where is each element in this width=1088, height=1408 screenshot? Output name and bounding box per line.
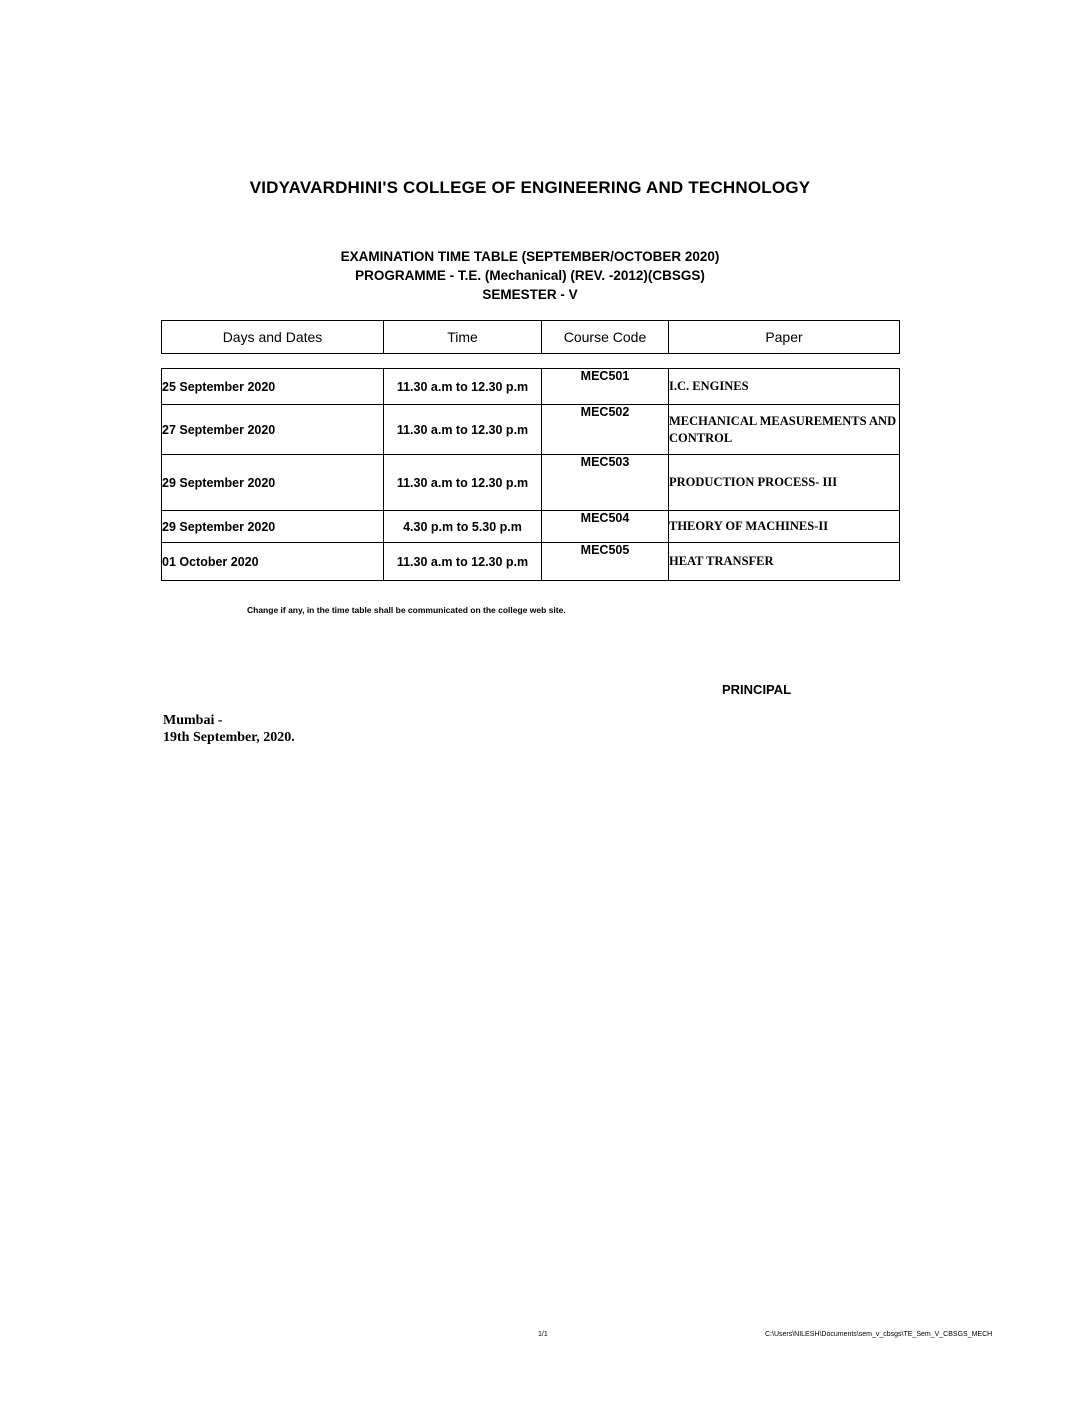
timetable <box>161 368 900 581</box>
time-cell: 11.30 a.m to 12.30 p.m <box>384 455 542 511</box>
column-header-time: Time <box>384 321 542 354</box>
issue-date: 19th September, 2020. <box>163 730 295 745</box>
date-cell: 27 September 2020 <box>162 405 384 455</box>
date-cell: 29 September 2020 <box>162 455 384 511</box>
semester-title: SEMESTER - V <box>482 287 578 302</box>
paper-cell: HEAT TRANSFER <box>669 543 900 581</box>
file-path: C:\Users\NILESH\Documents\sem_v_cbsgs\TE_Sem_V_CBSGS_MECH <box>765 1331 993 1338</box>
course-code-cell: MEC501 <box>542 369 669 405</box>
course-code-cell: MEC504 <box>542 511 669 543</box>
programme-title: PROGRAMME - T.E. (Mechanical) (REV. -2012)(CBSGS) <box>355 268 705 283</box>
paper-cell: PRODUCTION PROCESS- III <box>669 455 900 511</box>
exam-title: EXAMINATION TIME TABLE (SEPTEMBER/OCTOBER 2020) <box>340 249 720 264</box>
date-cell: 25 September 2020 <box>162 369 384 405</box>
time-cell: 11.30 a.m to 12.30 p.m <box>384 369 542 405</box>
time-cell: 11.30 a.m to 12.30 p.m <box>384 405 542 455</box>
column-header-days-dates: Days and Dates <box>162 321 384 354</box>
date-cell: 01 October 2020 <box>162 543 384 581</box>
place-and-date <box>163 712 295 746</box>
time-cell: 4.30 p.m to 5.30 p.m <box>384 511 542 543</box>
course-code-cell: MEC503 <box>542 455 669 511</box>
paper-cell: I.C. ENGINES <box>669 369 900 405</box>
principal-signature: PRINCIPAL <box>722 682 792 697</box>
place: Mumbai - <box>163 713 223 728</box>
column-header-course-code: Course Code <box>542 321 669 354</box>
table-row <box>162 455 900 511</box>
page-number: 1/1 <box>538 1331 548 1338</box>
course-code-cell: MEC502 <box>542 405 669 455</box>
course-code-cell: MEC505 <box>542 543 669 581</box>
table-row <box>162 369 900 405</box>
paper-cell: THEORY OF MACHINES-II <box>669 511 900 543</box>
table-row <box>162 543 900 581</box>
college-name: VIDYAVARDHINI'S COLLEGE OF ENGINEERING AND TECHNOLOGY <box>249 178 811 197</box>
change-notice: Change if any, in the time table shall be communicated on the college web site. <box>247 605 566 615</box>
time-cell: 11.30 a.m to 12.30 p.m <box>384 543 542 581</box>
table-row <box>162 405 900 455</box>
table-row <box>162 511 900 543</box>
date-cell: 29 September 2020 <box>162 511 384 543</box>
timetable-header <box>161 320 900 354</box>
paper-cell: MECHANICAL MEASUREMENTS AND CONTROL <box>669 405 900 455</box>
column-header-paper: Paper <box>669 321 900 354</box>
